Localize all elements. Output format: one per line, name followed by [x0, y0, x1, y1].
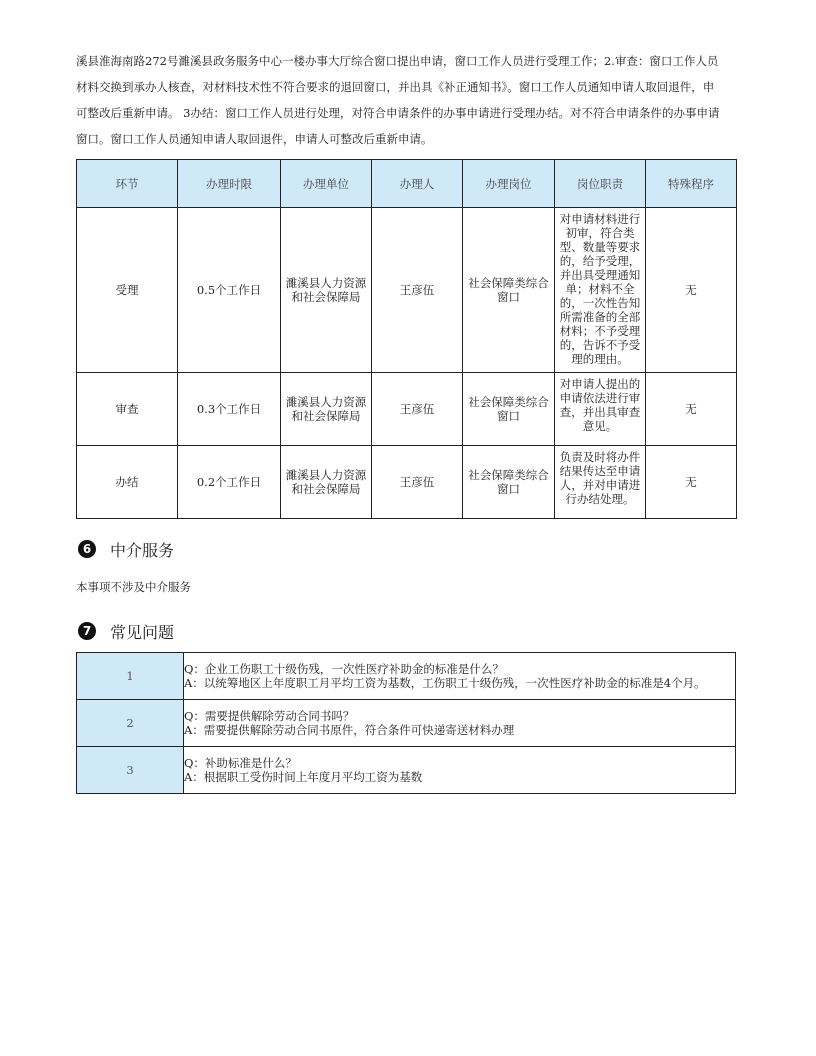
intro-line: 窗口。窗口工作人员通知申请人取回退件，申请人可整改后重新申请。 [76, 132, 433, 146]
column-header: 办理时限 [178, 160, 281, 208]
time-limit-cell: 0.3个工作日 [178, 373, 281, 446]
special-cell: 无 [646, 373, 737, 446]
duty-cell: 负责及时将办件结果传达至申请人，并对申请进行办结处理。 [555, 446, 646, 519]
section-heading-intermediary [76, 535, 736, 563]
stage-cell: 审查 [77, 373, 178, 446]
faq-question: Q：企业工伤职工十级伤残，一次性医疗补助金的标准是什么？ [184, 662, 504, 676]
faq-question: Q：需要提供解除劳动合同书吗？ [184, 709, 355, 723]
column-header: 特殊程序 [646, 160, 737, 208]
faq-number: 2 [77, 700, 184, 747]
stage-cell: 受理 [77, 208, 178, 373]
table-row [77, 208, 737, 373]
intro-line: 材料交换到承办人核查，对材料技术性不符合要求的退回窗口，并出具《补正通知书》。窗口工作人员通知申请人取回退件，申 [76, 80, 715, 94]
faq-number: 3 [77, 747, 184, 794]
section-title: 中介服务 [110, 540, 175, 560]
table-row [77, 373, 737, 446]
faq-answer: A：以统筹地区上年度职工月平均工资为基数，工伤职工十级伤残，一次性医疗补助金的标准是4个月。 [184, 676, 706, 690]
column-header: 岗位职责 [555, 160, 646, 208]
faq-number: 1 [77, 653, 184, 700]
page-content [76, 0, 736, 794]
duty-cell: 对申请材料进行初审，符合类型、数量等要求的，给予受理，并出具受理通知单；材料不全的，一次性告知所需准备的全部材料；不予受理的，告诉不予受理的理由。 [555, 208, 646, 373]
intro-line: 溪县淮海南路272号濉溪县政务服务中心一楼办事大厅综合窗口提出申请，窗口工作人员进行受理工作；2.审查：窗口工作人员 [76, 54, 719, 68]
faq-row [77, 653, 736, 700]
process-description [76, 48, 744, 152]
column-header: 办理岗位 [463, 160, 555, 208]
time-limit-cell: 0.5个工作日 [178, 208, 281, 373]
faq-table [76, 652, 736, 794]
post-cell: 社会保障类综合窗口 [463, 446, 555, 519]
unit-cell: 濉溪县人力资源和社会保障局 [281, 373, 372, 446]
faq-content [184, 700, 736, 747]
faq-question: Q：补助标准是什么？ [184, 756, 297, 770]
post-cell: 社会保障类综合窗口 [463, 373, 555, 446]
handler-cell: 王彦伍 [372, 208, 463, 373]
stage-cell: 办结 [77, 446, 178, 519]
table-header-row [77, 160, 737, 208]
section-title: 常见问题 [110, 622, 175, 642]
unit-cell: 濉溪县人力资源和社会保障局 [281, 446, 372, 519]
faq-answer: A：需要提供解除劳动合同书原件，符合条件可快递寄送材料办理 [184, 723, 515, 737]
section-heading-faq [76, 617, 736, 645]
faq-answer: A：根据职工受伤时间上年度月平均工资为基数 [184, 770, 423, 784]
post-cell: 社会保障类综合窗口 [463, 208, 555, 373]
special-cell: 无 [646, 208, 737, 373]
faq-row [77, 747, 736, 794]
handler-cell: 王彦伍 [372, 373, 463, 446]
faq-content [184, 653, 736, 700]
column-header: 环节 [77, 160, 178, 208]
section-number-badge: 6 [78, 540, 96, 558]
column-header: 办理单位 [281, 160, 372, 208]
faq-content [184, 747, 736, 794]
process-table [76, 159, 737, 519]
section-number-badge: 7 [78, 622, 96, 640]
column-header: 办理人 [372, 160, 463, 208]
unit-cell: 濉溪县人力资源和社会保障局 [281, 208, 372, 373]
table-row [77, 446, 737, 519]
handler-cell: 王彦伍 [372, 446, 463, 519]
faq-row [77, 700, 736, 747]
intermediary-note: 本事项不涉及中介服务 [76, 580, 191, 594]
time-limit-cell: 0.2个工作日 [178, 446, 281, 519]
duty-cell: 对申请人提出的申请依法进行审查，并出具审查意见。 [555, 373, 646, 446]
special-cell: 无 [646, 446, 737, 519]
intro-line: 可整改后重新申请。 3办结：窗口工作人员进行处理，对符合申请条件的办事申请进行受理办结。对不符合申请条件的办事申请 [76, 106, 720, 120]
